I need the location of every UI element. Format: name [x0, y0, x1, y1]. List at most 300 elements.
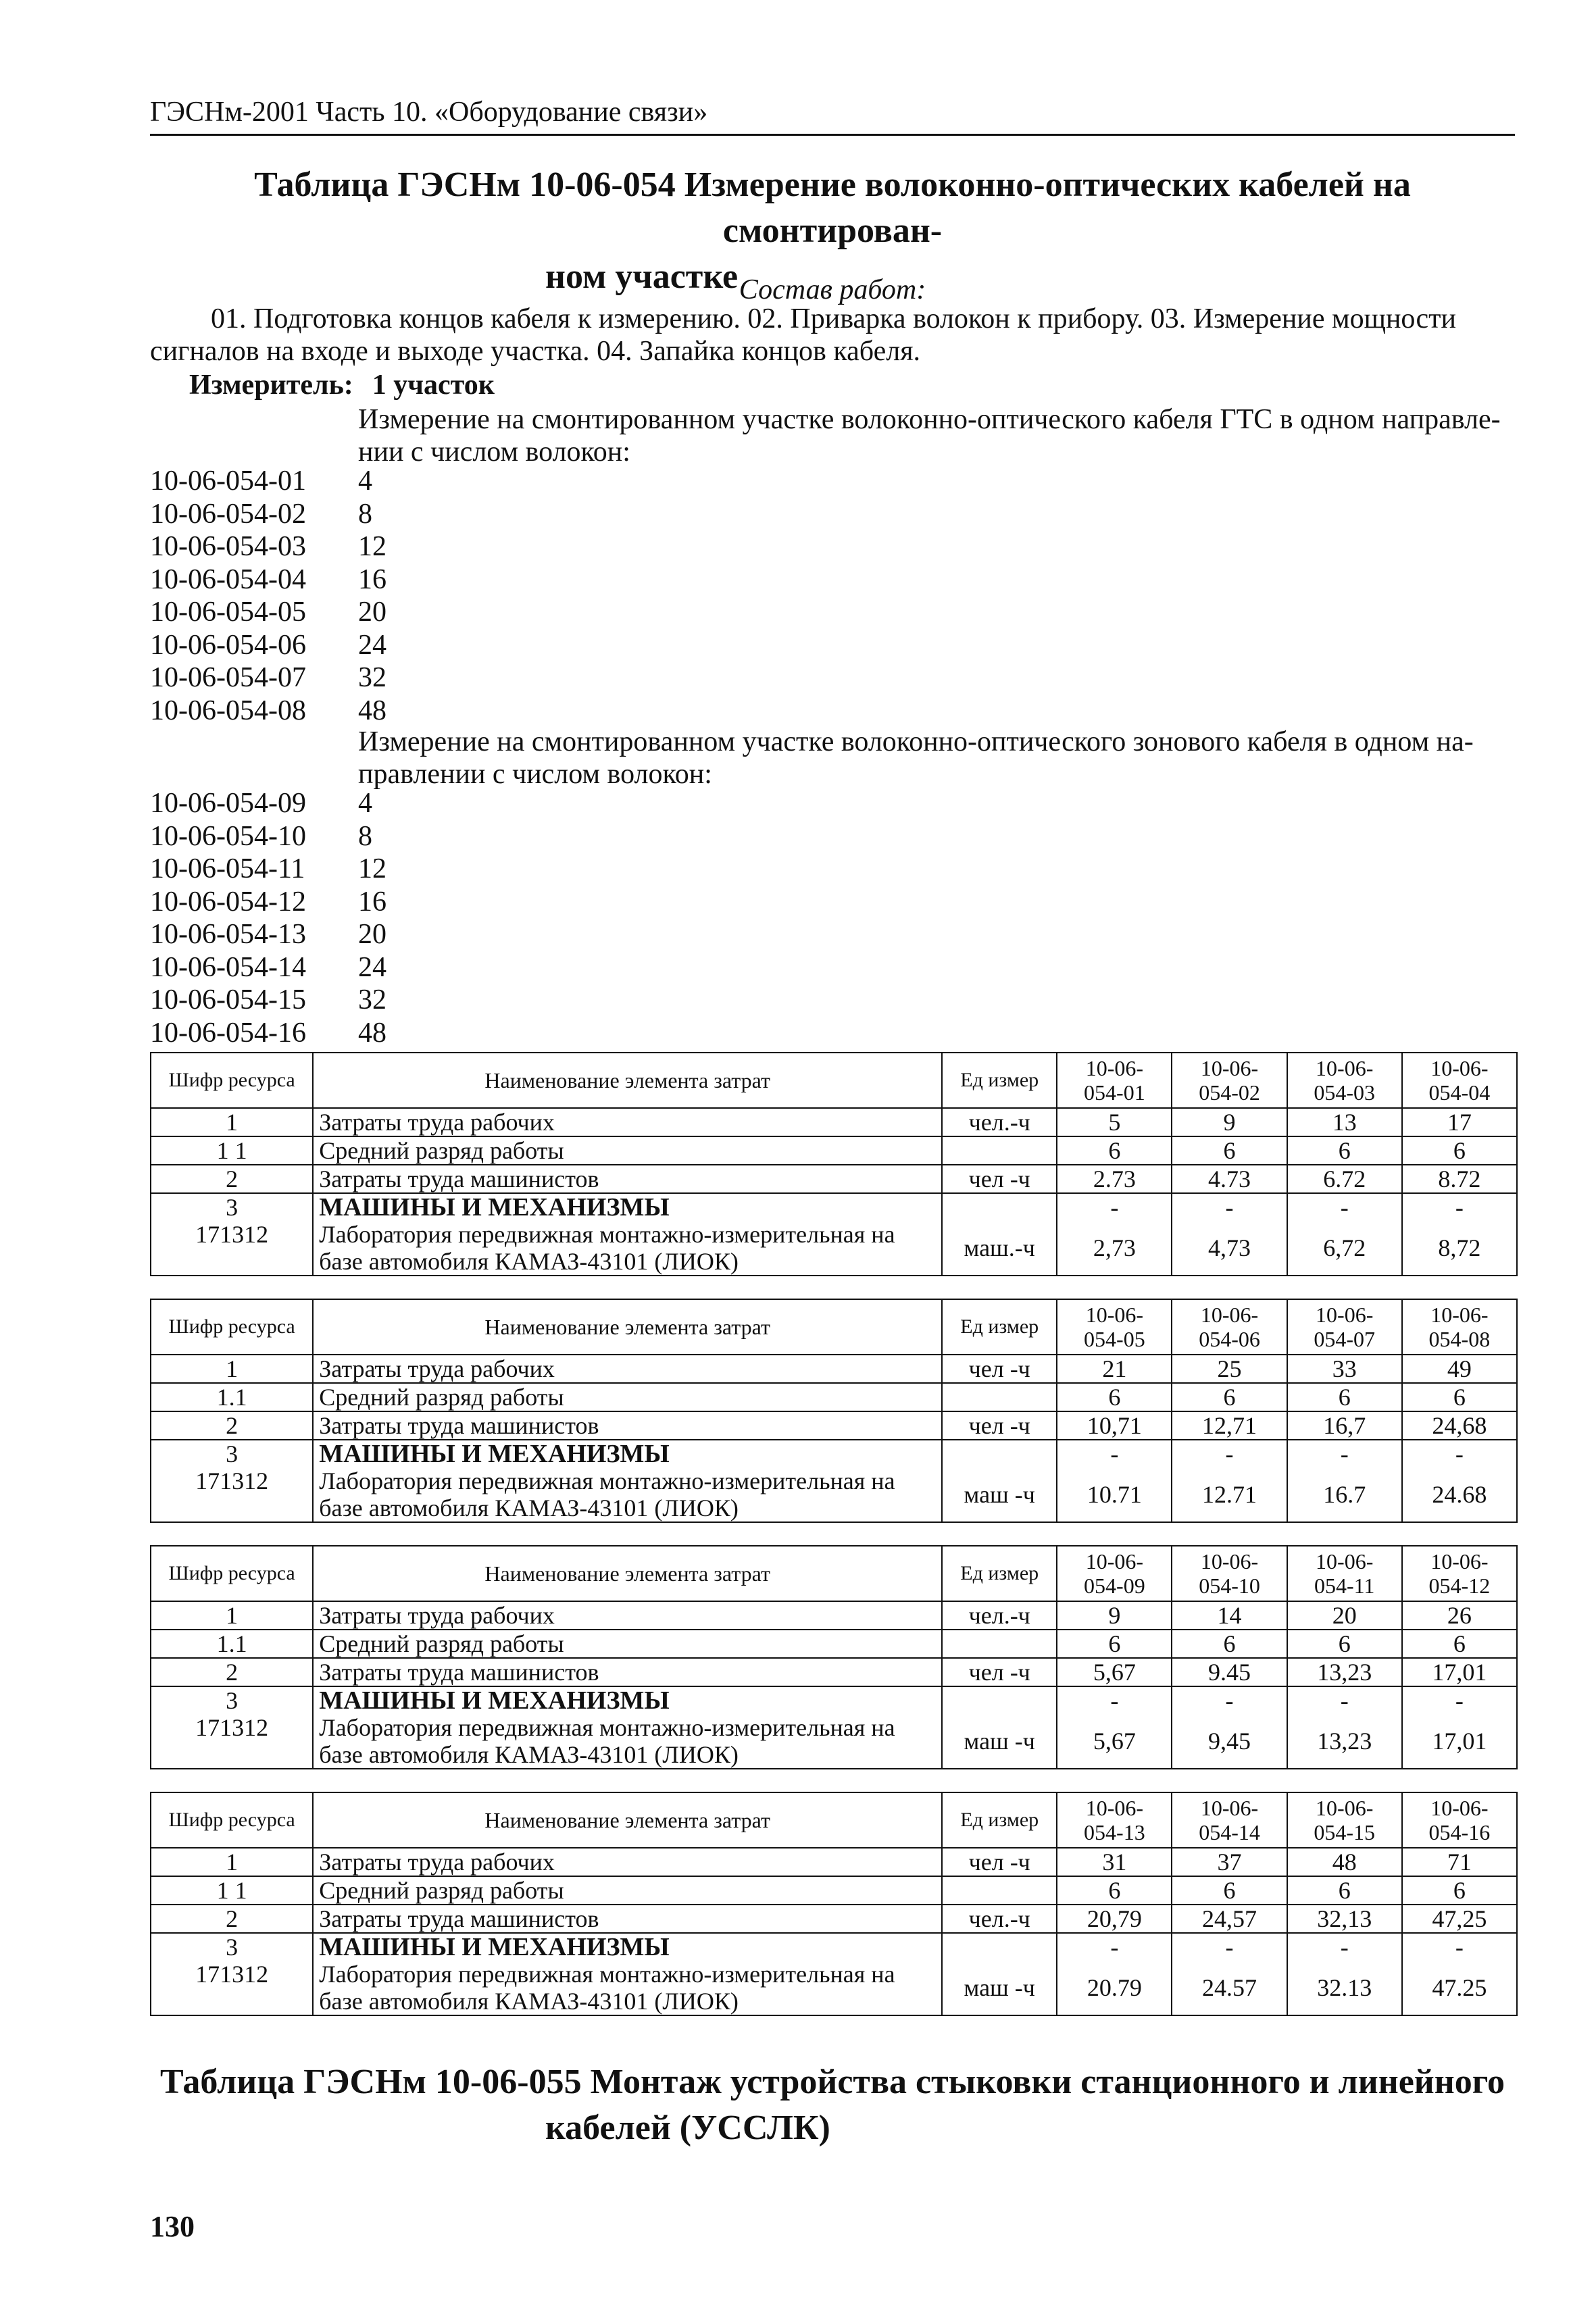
- norm-value: 17,01: [1402, 1714, 1517, 1769]
- header-norm-code-part: 054-06: [1199, 1327, 1260, 1351]
- header-unit: Ед измер: [942, 1792, 1057, 1848]
- norm-value: 24,57: [1172, 1905, 1287, 1933]
- norm-value: 71: [1402, 1848, 1517, 1876]
- norm-value: 6,72: [1287, 1221, 1402, 1276]
- norm-value: -: [1172, 1933, 1287, 1961]
- code-row: [150, 787, 439, 820]
- resource-code: 3: [151, 1440, 313, 1467]
- resource-code: 3: [151, 1686, 313, 1714]
- header-norm-code-part: 054-11: [1314, 1574, 1375, 1598]
- cost-element-name: МАШИНЫ И МЕХАНИЗМЫ: [313, 1933, 942, 1961]
- norm-value: 13,23: [1287, 1714, 1402, 1769]
- norm-value: 12.71: [1172, 1467, 1287, 1522]
- header-norm-code-part: 10-06-: [1200, 1549, 1259, 1574]
- norm-value: 5: [1057, 1108, 1172, 1136]
- norm-table: [150, 1299, 1518, 1523]
- norm-value: 4,73: [1172, 1221, 1287, 1276]
- norm-value: 6: [1402, 1136, 1517, 1165]
- table-row: [151, 1714, 1517, 1769]
- header-norm-code: [1172, 1053, 1287, 1108]
- norm-value: 21: [1057, 1355, 1172, 1383]
- norm-value: 24,68: [1402, 1411, 1517, 1440]
- header-unit: Ед измер: [942, 1299, 1057, 1355]
- norm-value: 20: [1287, 1601, 1402, 1630]
- header-norm-code-part: 10-06-: [1430, 1303, 1489, 1327]
- unit: чел -ч: [942, 1411, 1057, 1440]
- unit: чел.-ч: [942, 1601, 1057, 1630]
- norm-value: 6: [1402, 1383, 1517, 1411]
- code-row: [150, 563, 439, 597]
- norm-value: 48: [1287, 1848, 1402, 1876]
- cost-element-name: Затраты труда рабочих: [313, 1848, 942, 1876]
- header-norm-code-part: 054-01: [1084, 1080, 1145, 1105]
- resource-code: 2: [151, 1905, 313, 1933]
- code-row: [150, 498, 439, 531]
- cost-element-name-line2: базе автомобиля КАМАЗ-43101 (ЛИОК): [319, 1494, 739, 1521]
- works-description: [150, 303, 1515, 368]
- unit: чел -ч: [942, 1165, 1057, 1193]
- norm-value: -: [1287, 1686, 1402, 1714]
- fiber-count: 24: [358, 951, 386, 983]
- table-header-row: [151, 1053, 1517, 1108]
- running-head: ГЭСНм-2001 Часть 10. «Оборудование связи»: [150, 96, 1515, 136]
- norm-value: 6.72: [1287, 1165, 1402, 1193]
- norm-value: -: [1402, 1193, 1517, 1221]
- code-row: [150, 820, 439, 853]
- resource-code: 171312: [151, 1467, 313, 1522]
- table-title-054-line1: Таблица ГЭСНм 10-06-054 Измерение волоконно-оптических кабелей на смонтирован-: [254, 166, 1411, 250]
- norm-value: 2,73: [1057, 1221, 1172, 1276]
- resource-code: 1 1: [151, 1136, 313, 1165]
- norm-table: [150, 1792, 1518, 2016]
- norm-value: 31: [1057, 1848, 1172, 1876]
- header-unit: Ед измер: [942, 1546, 1057, 1601]
- header-norm-code-part: 10-06-: [1200, 1796, 1259, 1820]
- cost-element-name: Средний разряд работы: [313, 1630, 942, 1658]
- header-norm-code: [1287, 1299, 1402, 1355]
- table-row: [151, 1136, 1517, 1165]
- table-title-055-line2: кабелей (УССЛК): [545, 2109, 830, 2147]
- table-row: [151, 1165, 1517, 1193]
- group2-code-list: [150, 787, 439, 1049]
- resource-code: 1: [151, 1601, 313, 1630]
- header-cost-element-name: Наименование элемента затрат: [313, 1546, 942, 1601]
- header-cost-element-name: Наименование элемента затрат: [313, 1299, 942, 1355]
- norm-value: 37: [1172, 1848, 1287, 1876]
- header-norm-code-part: 10-06-: [1316, 1796, 1374, 1820]
- table-row: [151, 1355, 1517, 1383]
- header-norm-code: [1287, 1792, 1402, 1848]
- header-norm-code-part: 10-06-: [1085, 1056, 1144, 1080]
- norm-table: [150, 1545, 1518, 1769]
- header-norm-code: [1287, 1053, 1402, 1108]
- code: 10-06-054-01: [150, 466, 306, 497]
- header-norm-code-part: 10-06-: [1200, 1303, 1259, 1327]
- fiber-count: 20: [358, 597, 386, 628]
- norm-value: -: [1057, 1933, 1172, 1961]
- norm-value: 8.72: [1402, 1165, 1517, 1193]
- header-norm-code-part: 10-06-: [1316, 1056, 1374, 1080]
- group2-desc-line1: Измерение на смонтированном участке волоконно-оптического зонового кабеля в одном на-: [358, 726, 1474, 757]
- cost-element-name: Затраты труда машинистов: [313, 1905, 942, 1933]
- table-row: [151, 1601, 1517, 1630]
- fiber-count: 24: [358, 629, 386, 661]
- header-cost-element-name: Наименование элемента затрат: [313, 1792, 942, 1848]
- norm-table: [150, 1052, 1518, 1276]
- resource-code: 171312: [151, 1961, 313, 2015]
- header-norm-code: [1172, 1546, 1287, 1601]
- resource-code: 1: [151, 1108, 313, 1136]
- norm-value: 2.73: [1057, 1165, 1172, 1193]
- norm-value: -: [1057, 1440, 1172, 1467]
- resource-code: 1: [151, 1355, 313, 1383]
- resource-code: 1: [151, 1848, 313, 1876]
- table-row: [151, 1411, 1517, 1440]
- header-resource-code: Шифр ресурса: [151, 1299, 313, 1355]
- header-norm-code-part: 10-06-: [1430, 1056, 1489, 1080]
- norm-value: 9,45: [1172, 1714, 1287, 1769]
- meter-value: 1 участок: [372, 370, 495, 401]
- table-title-055: [150, 2059, 1515, 2151]
- group1-desc-line2: нии с числом волокон:: [358, 436, 630, 468]
- table-row: [151, 1630, 1517, 1658]
- fiber-count: 16: [358, 886, 386, 917]
- meter-label: Измеритель:: [189, 370, 353, 401]
- table-row: [151, 1905, 1517, 1933]
- header-norm-code: [1057, 1299, 1172, 1355]
- code: 10-06-054-05: [150, 597, 306, 628]
- header-norm-code-part: 054-14: [1199, 1820, 1260, 1844]
- table-row: [151, 1440, 1517, 1467]
- header-norm-code-part: 054-15: [1314, 1820, 1376, 1844]
- cost-element-name: Средний разряд работы: [313, 1876, 942, 1905]
- resource-code: 3: [151, 1193, 313, 1221]
- header-norm-code: [1402, 1792, 1517, 1848]
- code: 10-06-054-16: [150, 1017, 306, 1049]
- header-norm-code-part: 10-06-: [1430, 1549, 1489, 1574]
- norm-value: 26: [1402, 1601, 1517, 1630]
- cost-element-name: [313, 1221, 942, 1276]
- norm-value: -: [1172, 1686, 1287, 1714]
- unit: [942, 1383, 1057, 1411]
- header-norm-code-part: 054-10: [1199, 1574, 1260, 1598]
- norm-value: 12,71: [1172, 1411, 1287, 1440]
- norm-value: 17: [1402, 1108, 1517, 1136]
- table-row: [151, 1193, 1517, 1221]
- fiber-count: 12: [358, 531, 386, 562]
- norm-value: -: [1402, 1440, 1517, 1467]
- cost-element-name: Затраты труда рабочих: [313, 1601, 942, 1630]
- norm-value: 10,71: [1057, 1411, 1172, 1440]
- code: 10-06-054-14: [150, 951, 306, 983]
- header-resource-code: Шифр ресурса: [151, 1546, 313, 1601]
- header-norm-code: [1057, 1546, 1172, 1601]
- norm-value: 6: [1287, 1136, 1402, 1165]
- norm-value: 13: [1287, 1108, 1402, 1136]
- cost-element-name: МАШИНЫ И МЕХАНИЗМЫ: [313, 1440, 942, 1467]
- code-row: [150, 918, 439, 951]
- header-norm-code: [1402, 1299, 1517, 1355]
- code-row: [150, 596, 439, 629]
- code-row: [150, 530, 439, 563]
- table-row: [151, 1383, 1517, 1411]
- code: 10-06-054-15: [150, 984, 306, 1015]
- resource-code: 2: [151, 1165, 313, 1193]
- unit: маш -ч: [942, 1961, 1057, 2015]
- norm-value: -: [1402, 1933, 1517, 1961]
- resource-code: 2: [151, 1411, 313, 1440]
- unit: [942, 1136, 1057, 1165]
- table-row: [151, 1876, 1517, 1905]
- code: 10-06-054-04: [150, 563, 306, 595]
- header-norm-code-part: 054-08: [1428, 1327, 1491, 1351]
- norm-value: 6: [1057, 1630, 1172, 1658]
- cost-element-name: Затраты труда рабочих: [313, 1108, 942, 1136]
- code: 10-06-054-11: [150, 853, 305, 884]
- header-norm-code-part: 10-06-: [1430, 1796, 1489, 1820]
- cost-element-name: Затраты труда машинистов: [313, 1411, 942, 1440]
- unit: [942, 1630, 1057, 1658]
- unit: [942, 1686, 1057, 1714]
- norm-value: 16.7: [1287, 1467, 1402, 1522]
- norm-value: 6: [1172, 1876, 1287, 1905]
- fiber-count: 16: [358, 563, 386, 595]
- header-norm-code: [1057, 1053, 1172, 1108]
- cost-element-name: Средний разряд работы: [313, 1383, 942, 1411]
- cost-element-name-line2: базе автомобиля КАМАЗ-43101 (ЛИОК): [319, 1741, 739, 1768]
- norm-value: -: [1057, 1193, 1172, 1221]
- fiber-count: 32: [358, 984, 386, 1015]
- code: 10-06-054-03: [150, 531, 306, 562]
- unit: маш -ч: [942, 1467, 1057, 1522]
- table-title-054-line2: ном участке: [545, 257, 739, 296]
- norm-value: 6: [1287, 1630, 1402, 1658]
- header-resource-code: Шифр ресурса: [151, 1053, 313, 1108]
- resource-code: 1.1: [151, 1383, 313, 1411]
- norm-value: 14: [1172, 1601, 1287, 1630]
- code-row: [150, 886, 439, 919]
- code: 10-06-054-08: [150, 695, 306, 726]
- norm-value: 6: [1402, 1876, 1517, 1905]
- header-norm-code-part: 10-06-: [1200, 1056, 1259, 1080]
- resource-code: 3: [151, 1933, 313, 1961]
- norm-value: 32,13: [1287, 1905, 1402, 1933]
- fiber-count: 4: [358, 466, 372, 497]
- norm-value: 13,23: [1287, 1658, 1402, 1686]
- meter: [189, 369, 495, 401]
- works-line-1: 01. Подготовка концов кабеля к измерению. 02. Приварка волокон к прибору. 03. Измерение мощности: [211, 303, 1456, 334]
- norm-value: 5,67: [1057, 1658, 1172, 1686]
- norm-value: 6: [1057, 1876, 1172, 1905]
- table-row: [151, 1686, 1517, 1714]
- header-norm-code: [1057, 1792, 1172, 1848]
- header-norm-code-part: 054-05: [1084, 1327, 1145, 1351]
- unit: [942, 1876, 1057, 1905]
- norm-value: 5,67: [1057, 1714, 1172, 1769]
- norm-value: 49: [1402, 1355, 1517, 1383]
- code: 10-06-054-06: [150, 629, 306, 661]
- works-header: Состав работ:: [739, 274, 926, 305]
- norm-value: 6: [1402, 1630, 1517, 1658]
- fiber-count: 8: [358, 498, 372, 530]
- header-norm-code-part: 054-12: [1428, 1574, 1491, 1598]
- unit: чел -ч: [942, 1355, 1057, 1383]
- header-norm-code-part: 10-06-: [1085, 1303, 1144, 1327]
- norm-value: -: [1057, 1686, 1172, 1714]
- cost-element-name: [313, 1961, 942, 2015]
- table-header-row: [151, 1546, 1517, 1601]
- norm-value: -: [1287, 1933, 1402, 1961]
- cost-element-name: МАШИНЫ И МЕХАНИЗМЫ: [313, 1686, 942, 1714]
- cost-element-name: Затраты труда машинистов: [313, 1658, 942, 1686]
- cost-element-name-line1: Лаборатория передвижная монтажно-измерительная на: [319, 1714, 895, 1741]
- norm-value: 10.71: [1057, 1467, 1172, 1522]
- unit: [942, 1933, 1057, 1961]
- header-norm-code-part: 10-06-: [1085, 1796, 1144, 1820]
- resource-code: 1.1: [151, 1630, 313, 1658]
- works-line-2: сигналов на входе и выходе участка. 04. Запайка концов кабеля.: [150, 336, 921, 367]
- header-norm-code-part: 054-07: [1314, 1327, 1376, 1351]
- table-row: [151, 1961, 1517, 2015]
- norm-value: 6: [1057, 1383, 1172, 1411]
- table-row: [151, 1221, 1517, 1276]
- table-row: [151, 1108, 1517, 1136]
- fiber-count: 4: [358, 788, 372, 819]
- code-row: [150, 951, 439, 984]
- header-norm-code-part: 054-03: [1314, 1080, 1376, 1105]
- table-title-055-line1: Таблица ГЭСНм 10-06-055 Монтаж устройства стыковки станционного и линейного: [159, 2063, 1505, 2101]
- norm-value: 4.73: [1172, 1165, 1287, 1193]
- norm-value: 24.57: [1172, 1961, 1287, 2015]
- code-row: [150, 695, 439, 728]
- table-row: [151, 1658, 1517, 1686]
- norm-value: 16,7: [1287, 1411, 1402, 1440]
- header-norm-code: [1287, 1546, 1402, 1601]
- cost-element-name: МАШИНЫ И МЕХАНИЗМЫ: [313, 1193, 942, 1221]
- header-norm-code: [1402, 1053, 1517, 1108]
- resource-code: 1 1: [151, 1876, 313, 1905]
- code: 10-06-054-09: [150, 788, 306, 819]
- norm-value: 6: [1287, 1383, 1402, 1411]
- unit: маш -ч: [942, 1714, 1057, 1769]
- code-row: [150, 1017, 439, 1050]
- norm-value: 9: [1057, 1601, 1172, 1630]
- norm-value: -: [1172, 1440, 1287, 1467]
- unit: маш.-ч: [942, 1221, 1057, 1276]
- resource-code: 171312: [151, 1714, 313, 1769]
- unit: [942, 1440, 1057, 1467]
- norm-value: 25: [1172, 1355, 1287, 1383]
- fiber-count: 8: [358, 820, 372, 852]
- norm-value: 6: [1287, 1876, 1402, 1905]
- header-norm-code-part: 054-16: [1428, 1820, 1491, 1844]
- header-norm-code-part: 054-04: [1428, 1080, 1491, 1105]
- unit: чел.-ч: [942, 1905, 1057, 1933]
- norm-value: 47.25: [1402, 1961, 1517, 2015]
- cost-element-name-line2: базе автомобиля КАМАЗ-43101 (ЛИОК): [319, 1988, 739, 2015]
- norm-value: 6: [1057, 1136, 1172, 1165]
- norm-value: 6: [1172, 1136, 1287, 1165]
- code: 10-06-054-07: [150, 662, 306, 693]
- header-norm-code: [1402, 1546, 1517, 1601]
- cost-element-name-line1: Лаборатория передвижная монтажно-измерительная на: [319, 1961, 895, 1988]
- cost-element-name: [313, 1467, 942, 1522]
- code-row: [150, 465, 439, 498]
- norm-value: 6: [1172, 1630, 1287, 1658]
- norm-value: 6: [1172, 1383, 1287, 1411]
- fiber-count: 32: [358, 662, 386, 693]
- norm-value: 20,79: [1057, 1905, 1172, 1933]
- norm-value: 24.68: [1402, 1467, 1517, 1522]
- resource-code: 171312: [151, 1221, 313, 1276]
- fiber-count: 48: [358, 1017, 386, 1049]
- header-unit: Ед измер: [942, 1053, 1057, 1108]
- group2-description: [358, 726, 1515, 790]
- code-row: [150, 984, 439, 1017]
- unit: чел -ч: [942, 1848, 1057, 1876]
- code-row: [150, 661, 439, 695]
- norm-value: -: [1402, 1686, 1517, 1714]
- norm-value: 9.45: [1172, 1658, 1287, 1686]
- fiber-count: 12: [358, 853, 386, 884]
- cost-element-name: Затраты труда машинистов: [313, 1165, 942, 1193]
- norm-value: 17,01: [1402, 1658, 1517, 1686]
- header-cost-element-name: Наименование элемента затрат: [313, 1053, 942, 1108]
- header-norm-code-part: 054-13: [1084, 1820, 1145, 1844]
- norm-value: 32.13: [1287, 1961, 1402, 2015]
- unit: чел.-ч: [942, 1108, 1057, 1136]
- norm-value: 8,72: [1402, 1221, 1517, 1276]
- code: 10-06-054-12: [150, 886, 306, 917]
- header-norm-code-part: 054-09: [1084, 1574, 1145, 1598]
- group2-desc-line2: правлении с числом волокон:: [358, 759, 712, 790]
- group1-desc-line1: Измерение на смонтированном участке волоконно-оптического кабеля ГТС в одном направле-: [358, 404, 1501, 435]
- unit: [942, 1193, 1057, 1221]
- cost-element-name-line1: Лаборатория передвижная монтажно-измерительная на: [319, 1467, 895, 1494]
- table-row: [151, 1467, 1517, 1522]
- code: 10-06-054-13: [150, 919, 306, 950]
- norm-value: -: [1287, 1440, 1402, 1467]
- norm-value: -: [1172, 1193, 1287, 1221]
- unit: чел -ч: [942, 1658, 1057, 1686]
- code: 10-06-054-10: [150, 820, 306, 852]
- page-number: 130: [150, 2210, 195, 2243]
- cost-element-name: Средний разряд работы: [313, 1136, 942, 1165]
- group1-description: [358, 403, 1515, 468]
- norm-value: 9: [1172, 1108, 1287, 1136]
- code-row: [150, 853, 439, 886]
- header-norm-code: [1172, 1792, 1287, 1848]
- norm-value: 47,25: [1402, 1905, 1517, 1933]
- cost-element-name-line1: Лаборатория передвижная монтажно-измерительная на: [319, 1221, 895, 1248]
- header-norm-code: [1172, 1299, 1287, 1355]
- cost-element-name: [313, 1714, 942, 1769]
- code: 10-06-054-02: [150, 498, 306, 530]
- header-norm-code-part: 10-06-: [1316, 1303, 1374, 1327]
- table-row: [151, 1848, 1517, 1876]
- norm-value: -: [1287, 1193, 1402, 1221]
- header-norm-code-part: 10-06-: [1316, 1549, 1374, 1574]
- fiber-count: 20: [358, 919, 386, 950]
- header-norm-code-part: 054-02: [1199, 1080, 1260, 1105]
- table-header-row: [151, 1792, 1517, 1848]
- header-norm-code-part: 10-06-: [1085, 1549, 1144, 1574]
- code-row: [150, 629, 439, 662]
- norm-value: 33: [1287, 1355, 1402, 1383]
- table-header-row: [151, 1299, 1517, 1355]
- header-resource-code: Шифр ресурса: [151, 1792, 313, 1848]
- resource-code: 2: [151, 1658, 313, 1686]
